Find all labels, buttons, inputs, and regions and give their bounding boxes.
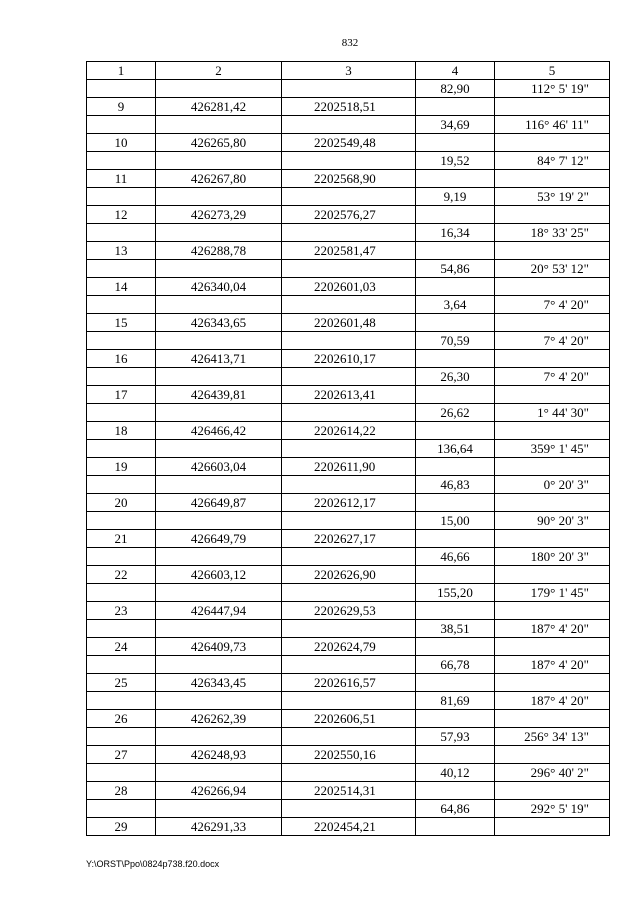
bearing-cell: 116° 46' 11" [495, 116, 610, 134]
table-row [87, 242, 610, 260]
y-coordinate-cell [282, 764, 416, 782]
bearing-cell [495, 350, 610, 368]
x-coordinate-cell: 426262,39 [156, 710, 282, 728]
point-number-cell [87, 548, 156, 566]
distance-cell: 64,86 [416, 800, 495, 818]
coordinates-table [86, 61, 610, 836]
distance-cell [416, 422, 495, 440]
bearing-cell [495, 170, 610, 188]
distance-cell: 82,90 [416, 80, 495, 98]
point-number-cell: 10 [87, 134, 156, 152]
distance-cell: 3,64 [416, 296, 495, 314]
bearing-cell: 1° 44' 30" [495, 404, 610, 422]
table-row [87, 296, 610, 314]
x-coordinate-cell [156, 548, 282, 566]
y-coordinate-cell [282, 476, 416, 494]
x-coordinate-cell [156, 440, 282, 458]
y-coordinate-cell: 2202514,31 [282, 782, 416, 800]
x-coordinate-cell: 426291,33 [156, 818, 282, 836]
distance-cell [416, 638, 495, 656]
point-number-cell: 28 [87, 782, 156, 800]
bearing-cell: 53° 19' 2" [495, 188, 610, 206]
bearing-cell: 187° 4' 20" [495, 656, 610, 674]
bearing-cell: 20° 53' 12" [495, 260, 610, 278]
table-row [87, 404, 610, 422]
bearing-cell [495, 602, 610, 620]
x-coordinate-cell: 426281,42 [156, 98, 282, 116]
table-row [87, 746, 610, 764]
bearing-cell [495, 566, 610, 584]
x-coordinate-cell: 426603,12 [156, 566, 282, 584]
point-number-cell: 16 [87, 350, 156, 368]
x-coordinate-cell: 426273,29 [156, 206, 282, 224]
y-coordinate-cell [282, 368, 416, 386]
bearing-cell [495, 206, 610, 224]
y-coordinate-cell: 2202549,48 [282, 134, 416, 152]
point-number-cell: 23 [87, 602, 156, 620]
point-number-cell: 29 [87, 818, 156, 836]
distance-cell: 81,69 [416, 692, 495, 710]
table-row [87, 728, 610, 746]
table-row [87, 710, 610, 728]
y-coordinate-cell: 2202581,47 [282, 242, 416, 260]
point-number-cell [87, 80, 156, 98]
bearing-cell [495, 242, 610, 260]
column-header: 2 [156, 62, 282, 80]
x-coordinate-cell [156, 728, 282, 746]
table-row [87, 656, 610, 674]
point-number-cell [87, 728, 156, 746]
column-header: 4 [416, 62, 495, 80]
point-number-cell [87, 296, 156, 314]
distance-cell [416, 566, 495, 584]
table-body [87, 80, 610, 836]
distance-cell [416, 134, 495, 152]
x-coordinate-cell: 426265,80 [156, 134, 282, 152]
x-coordinate-cell [156, 152, 282, 170]
distance-cell: 9,19 [416, 188, 495, 206]
x-coordinate-cell [156, 188, 282, 206]
point-number-cell: 15 [87, 314, 156, 332]
table-row [87, 764, 610, 782]
bearing-cell [495, 782, 610, 800]
x-coordinate-cell: 426266,94 [156, 782, 282, 800]
bearing-cell: 256° 34' 13" [495, 728, 610, 746]
point-number-cell [87, 260, 156, 278]
column-header: 1 [87, 62, 156, 80]
distance-cell [416, 602, 495, 620]
point-number-cell: 20 [87, 494, 156, 512]
y-coordinate-cell [282, 332, 416, 350]
x-coordinate-cell [156, 692, 282, 710]
file-path-footer: Y:\ORST\Ppo\0824p738.f20.docx [86, 859, 220, 869]
bearing-cell [495, 638, 610, 656]
table-row [87, 818, 610, 836]
x-coordinate-cell: 426267,80 [156, 170, 282, 188]
distance-cell: 70,59 [416, 332, 495, 350]
table-row [87, 800, 610, 818]
table-row [87, 332, 610, 350]
table-row [87, 386, 610, 404]
distance-cell: 15,00 [416, 512, 495, 530]
distance-cell: 46,66 [416, 548, 495, 566]
y-coordinate-cell: 2202629,53 [282, 602, 416, 620]
point-number-cell: 22 [87, 566, 156, 584]
point-number-cell [87, 512, 156, 530]
y-coordinate-cell [282, 656, 416, 674]
y-coordinate-cell: 2202518,51 [282, 98, 416, 116]
y-coordinate-cell [282, 116, 416, 134]
table-row [87, 314, 610, 332]
y-coordinate-cell: 2202610,17 [282, 350, 416, 368]
bearing-cell: 187° 4' 20" [495, 692, 610, 710]
x-coordinate-cell [156, 584, 282, 602]
table-row [87, 224, 610, 242]
point-number-cell: 27 [87, 746, 156, 764]
point-number-cell: 12 [87, 206, 156, 224]
point-number-cell [87, 116, 156, 134]
bearing-cell: 292° 5' 19" [495, 800, 610, 818]
point-number-cell [87, 584, 156, 602]
x-coordinate-cell [156, 80, 282, 98]
x-coordinate-cell [156, 764, 282, 782]
y-coordinate-cell: 2202613,41 [282, 386, 416, 404]
distance-cell: 34,69 [416, 116, 495, 134]
table-row [87, 134, 610, 152]
distance-cell [416, 746, 495, 764]
distance-cell: 46,83 [416, 476, 495, 494]
column-header: 3 [282, 62, 416, 80]
y-coordinate-cell [282, 620, 416, 638]
y-coordinate-cell [282, 224, 416, 242]
point-number-cell: 9 [87, 98, 156, 116]
bearing-cell: 112° 5' 19" [495, 80, 610, 98]
point-number-cell: 14 [87, 278, 156, 296]
point-number-cell [87, 692, 156, 710]
y-coordinate-cell: 2202611,90 [282, 458, 416, 476]
y-coordinate-cell [282, 296, 416, 314]
table-row [87, 782, 610, 800]
y-coordinate-cell [282, 152, 416, 170]
bearing-cell: 90° 20' 3" [495, 512, 610, 530]
y-coordinate-cell: 2202624,79 [282, 638, 416, 656]
y-coordinate-cell [282, 260, 416, 278]
x-coordinate-cell: 426447,94 [156, 602, 282, 620]
y-coordinate-cell [282, 728, 416, 746]
y-coordinate-cell: 2202614,22 [282, 422, 416, 440]
distance-cell [416, 314, 495, 332]
x-coordinate-cell [156, 404, 282, 422]
bearing-cell [495, 458, 610, 476]
bearing-cell: 0° 20' 3" [495, 476, 610, 494]
x-coordinate-cell [156, 656, 282, 674]
bearing-cell [495, 422, 610, 440]
table-row [87, 368, 610, 386]
table-row [87, 350, 610, 368]
bearing-cell [495, 746, 610, 764]
point-number-cell [87, 620, 156, 638]
distance-cell: 66,78 [416, 656, 495, 674]
point-number-cell [87, 476, 156, 494]
distance-cell: 57,93 [416, 728, 495, 746]
y-coordinate-cell: 2202616,57 [282, 674, 416, 692]
bearing-cell [495, 134, 610, 152]
table-row [87, 476, 610, 494]
y-coordinate-cell: 2202612,17 [282, 494, 416, 512]
y-coordinate-cell: 2202550,16 [282, 746, 416, 764]
table-row [87, 206, 610, 224]
bearing-cell: 7° 4' 20" [495, 368, 610, 386]
y-coordinate-cell: 2202626,90 [282, 566, 416, 584]
table-row [87, 80, 610, 98]
table-row [87, 440, 610, 458]
x-coordinate-cell [156, 368, 282, 386]
x-coordinate-cell [156, 296, 282, 314]
point-number-cell [87, 764, 156, 782]
table-row [87, 530, 610, 548]
point-number-cell: 24 [87, 638, 156, 656]
x-coordinate-cell: 426466,42 [156, 422, 282, 440]
y-coordinate-cell: 2202454,21 [282, 818, 416, 836]
x-coordinate-cell: 426343,65 [156, 314, 282, 332]
table-row [87, 278, 610, 296]
bearing-cell: 180° 20' 3" [495, 548, 610, 566]
point-number-cell [87, 404, 156, 422]
point-number-cell: 18 [87, 422, 156, 440]
x-coordinate-cell [156, 116, 282, 134]
table-row [87, 620, 610, 638]
table-row [87, 638, 610, 656]
y-coordinate-cell: 2202576,27 [282, 206, 416, 224]
x-coordinate-cell [156, 224, 282, 242]
point-number-cell [87, 440, 156, 458]
x-coordinate-cell: 426413,71 [156, 350, 282, 368]
distance-cell [416, 494, 495, 512]
y-coordinate-cell [282, 584, 416, 602]
bearing-cell: 179° 1' 45" [495, 584, 610, 602]
y-coordinate-cell [282, 512, 416, 530]
table-row [87, 494, 610, 512]
table-row [87, 674, 610, 692]
bearing-cell: 7° 4' 20" [495, 296, 610, 314]
distance-cell [416, 350, 495, 368]
y-coordinate-cell [282, 692, 416, 710]
distance-cell: 38,51 [416, 620, 495, 638]
x-coordinate-cell: 426603,04 [156, 458, 282, 476]
bearing-cell: 18° 33' 25" [495, 224, 610, 242]
y-coordinate-cell [282, 80, 416, 98]
y-coordinate-cell [282, 800, 416, 818]
table-row [87, 602, 610, 620]
table-row [87, 566, 610, 584]
point-number-cell: 13 [87, 242, 156, 260]
distance-cell [416, 278, 495, 296]
point-number-cell [87, 188, 156, 206]
x-coordinate-cell: 426248,93 [156, 746, 282, 764]
bearing-cell: 296° 40' 2" [495, 764, 610, 782]
x-coordinate-cell: 426343,45 [156, 674, 282, 692]
bearing-cell: 7° 4' 20" [495, 332, 610, 350]
x-coordinate-cell: 426340,04 [156, 278, 282, 296]
bearing-cell [495, 818, 610, 836]
y-coordinate-cell: 2202601,48 [282, 314, 416, 332]
y-coordinate-cell: 2202606,51 [282, 710, 416, 728]
y-coordinate-cell: 2202601,03 [282, 278, 416, 296]
bearing-cell: 84° 7' 12" [495, 152, 610, 170]
table-row [87, 458, 610, 476]
point-number-cell: 26 [87, 710, 156, 728]
table-row [87, 170, 610, 188]
distance-cell [416, 458, 495, 476]
distance-cell [416, 242, 495, 260]
point-number-cell [87, 656, 156, 674]
point-number-cell [87, 800, 156, 818]
distance-cell [416, 206, 495, 224]
y-coordinate-cell [282, 188, 416, 206]
column-header: 5 [495, 62, 610, 80]
bearing-cell: 359° 1' 45" [495, 440, 610, 458]
distance-cell [416, 530, 495, 548]
distance-cell [416, 710, 495, 728]
distance-cell: 155,20 [416, 584, 495, 602]
table-row [87, 116, 610, 134]
table-row [87, 548, 610, 566]
point-number-cell: 25 [87, 674, 156, 692]
table-row [87, 152, 610, 170]
x-coordinate-cell: 426649,87 [156, 494, 282, 512]
point-number-cell [87, 368, 156, 386]
y-coordinate-cell [282, 548, 416, 566]
table-row [87, 260, 610, 278]
distance-cell: 40,12 [416, 764, 495, 782]
distance-cell: 136,64 [416, 440, 495, 458]
distance-cell: 54,86 [416, 260, 495, 278]
distance-cell [416, 674, 495, 692]
bearing-cell [495, 314, 610, 332]
x-coordinate-cell: 426409,73 [156, 638, 282, 656]
y-coordinate-cell: 2202627,17 [282, 530, 416, 548]
distance-cell: 16,34 [416, 224, 495, 242]
table-row [87, 584, 610, 602]
bearing-cell [495, 674, 610, 692]
distance-cell [416, 818, 495, 836]
point-number-cell [87, 152, 156, 170]
page-number: 832 [341, 37, 359, 49]
x-coordinate-cell: 426649,79 [156, 530, 282, 548]
x-coordinate-cell [156, 332, 282, 350]
table-row [87, 98, 610, 116]
x-coordinate-cell [156, 800, 282, 818]
point-number-cell [87, 332, 156, 350]
distance-cell: 26,30 [416, 368, 495, 386]
y-coordinate-cell [282, 404, 416, 422]
point-number-cell: 21 [87, 530, 156, 548]
point-number-cell: 11 [87, 170, 156, 188]
bearing-cell: 187° 4' 20" [495, 620, 610, 638]
table-row [87, 512, 610, 530]
bearing-cell [495, 278, 610, 296]
bearing-cell [495, 98, 610, 116]
bearing-cell [495, 494, 610, 512]
distance-cell [416, 782, 495, 800]
x-coordinate-cell [156, 260, 282, 278]
distance-cell [416, 170, 495, 188]
x-coordinate-cell: 426439,81 [156, 386, 282, 404]
x-coordinate-cell [156, 512, 282, 530]
distance-cell: 19,52 [416, 152, 495, 170]
table-row [87, 422, 610, 440]
distance-cell [416, 386, 495, 404]
bearing-cell [495, 710, 610, 728]
table-header-row [87, 62, 610, 80]
bearing-cell [495, 386, 610, 404]
x-coordinate-cell [156, 620, 282, 638]
point-number-cell: 17 [87, 386, 156, 404]
x-coordinate-cell [156, 476, 282, 494]
x-coordinate-cell: 426288,78 [156, 242, 282, 260]
point-number-cell [87, 224, 156, 242]
distance-cell [416, 98, 495, 116]
point-number-cell: 19 [87, 458, 156, 476]
y-coordinate-cell [282, 440, 416, 458]
distance-cell: 26,62 [416, 404, 495, 422]
y-coordinate-cell: 2202568,90 [282, 170, 416, 188]
table-row [87, 692, 610, 710]
table-row [87, 188, 610, 206]
bearing-cell [495, 530, 610, 548]
